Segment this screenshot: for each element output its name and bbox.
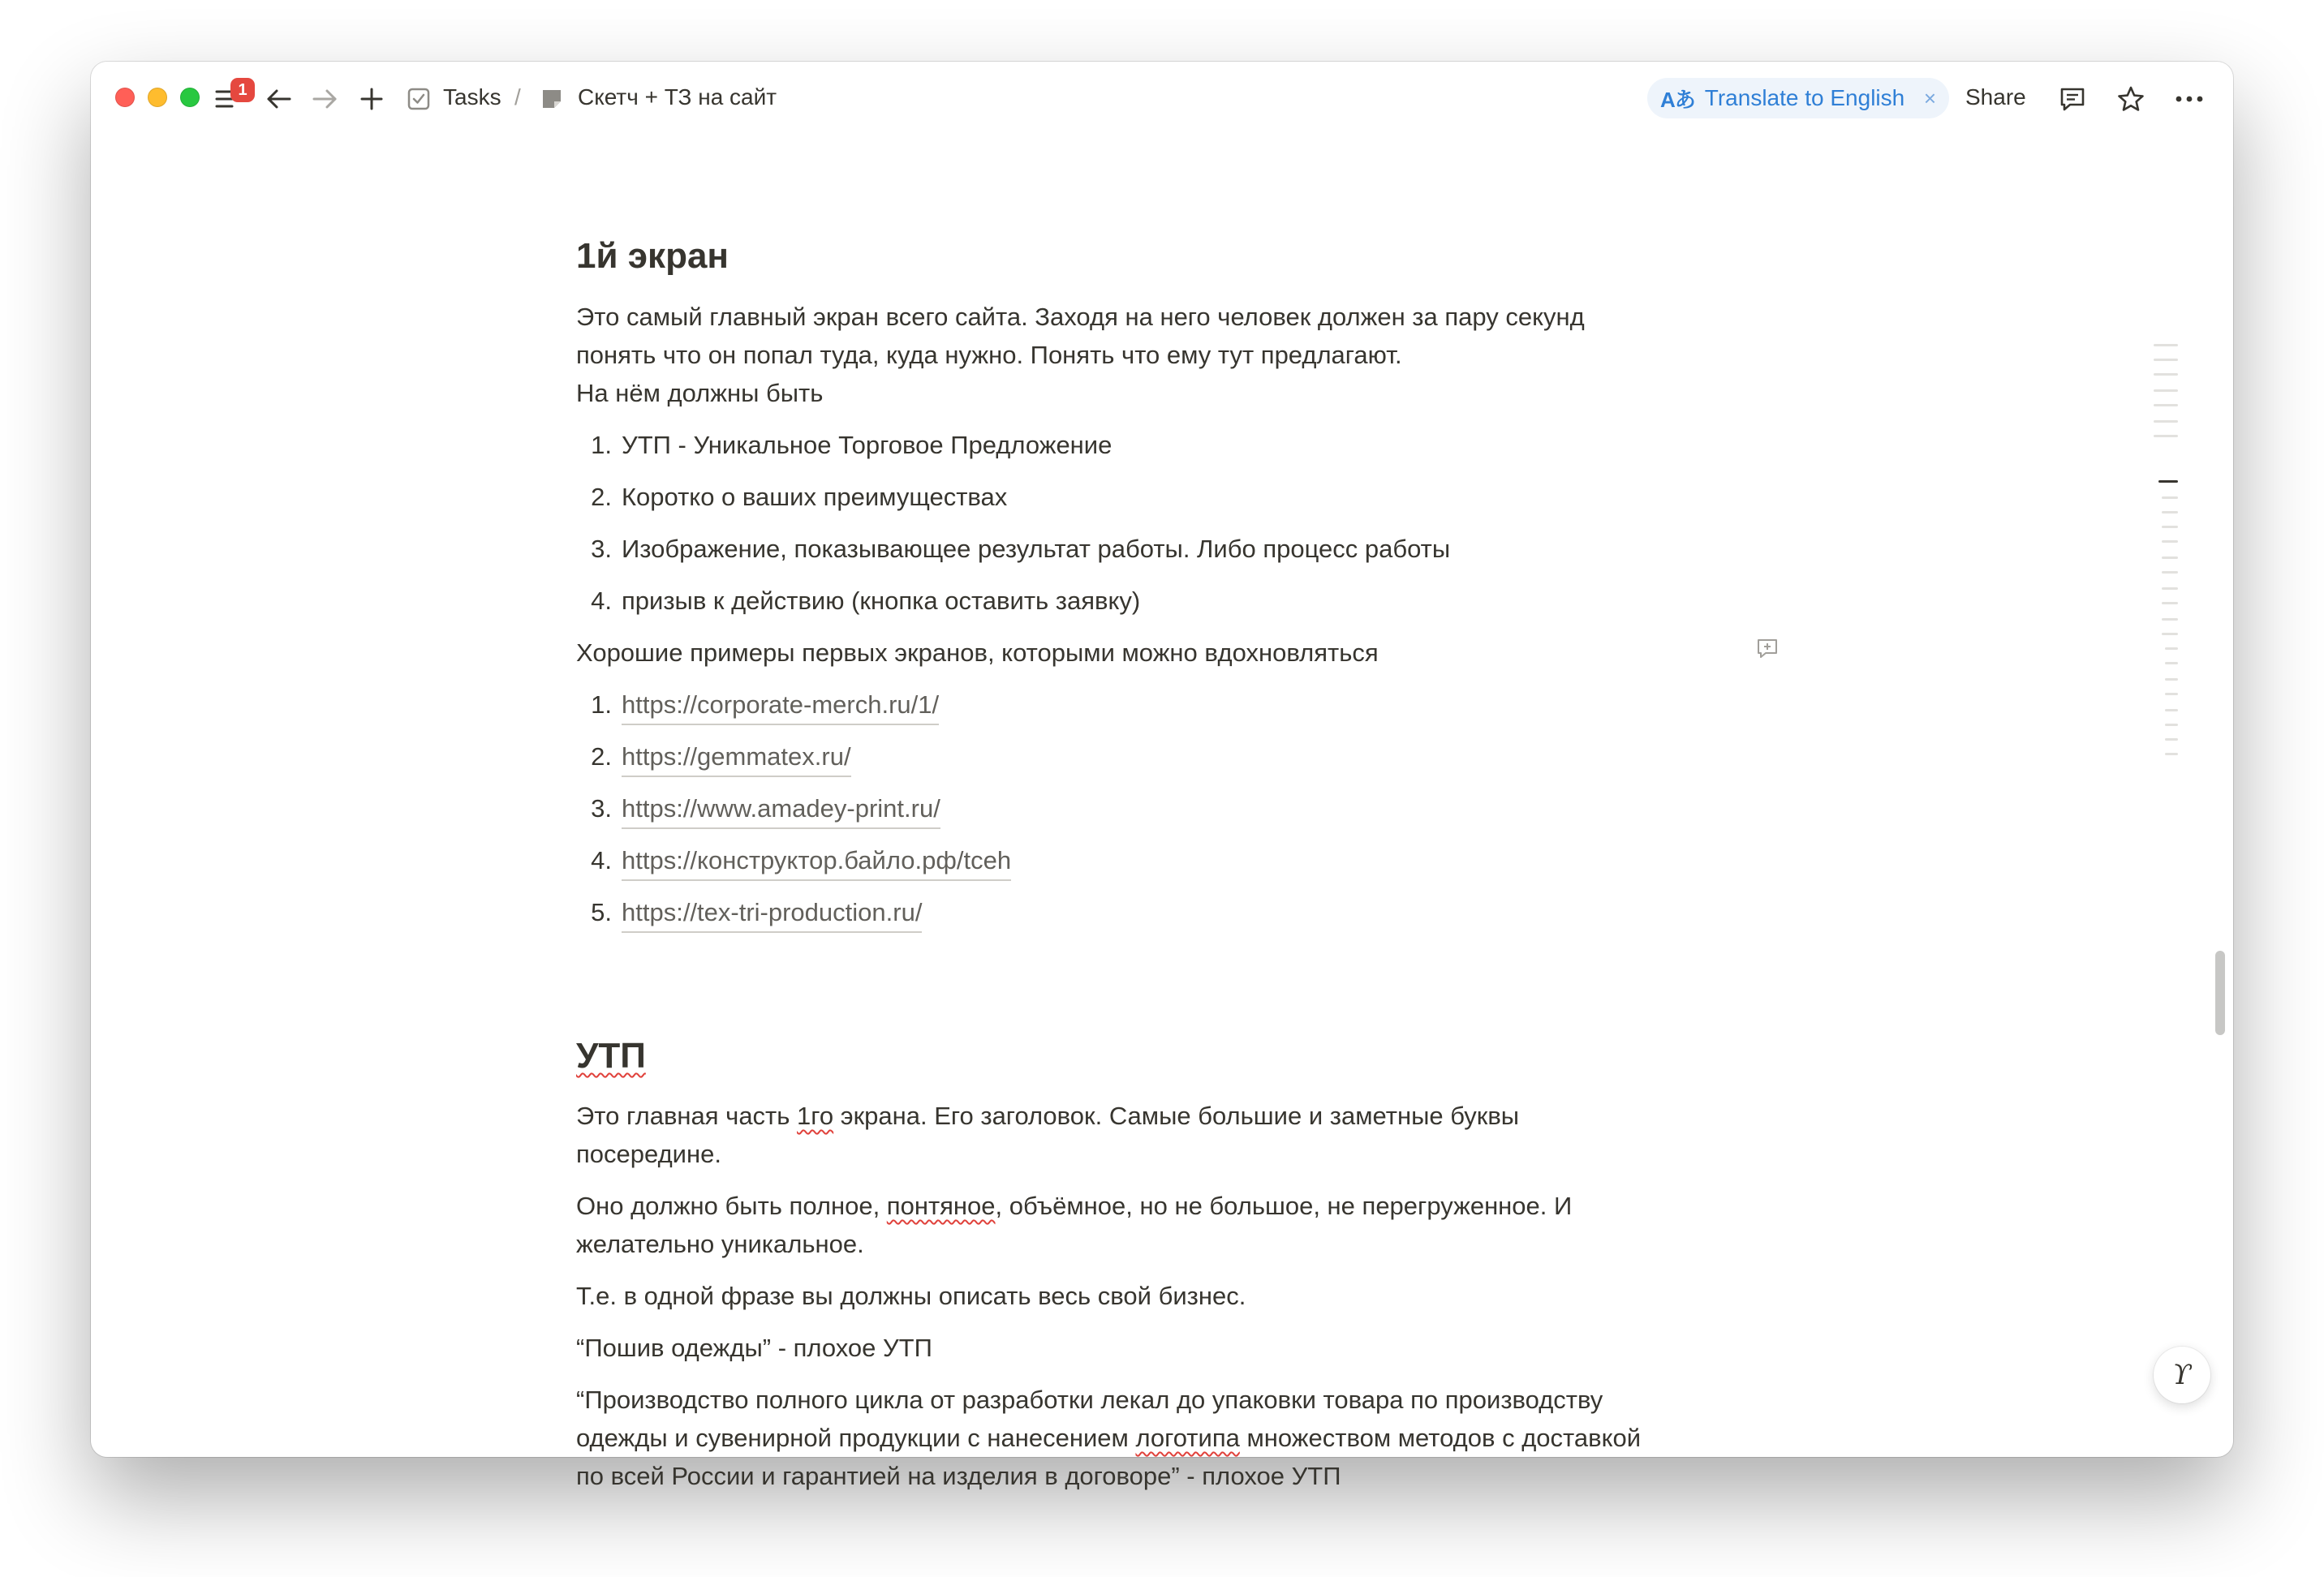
breadcrumb-separator: / bbox=[514, 84, 521, 110]
outline-entry[interactable] bbox=[2154, 435, 2178, 437]
translate-close-icon[interactable]: × bbox=[1923, 85, 1936, 110]
paragraph[interactable]: Это самый главный экран всего сайта. Заходя на него человек должен за пару секунд bbox=[576, 303, 1585, 331]
back-arrow-icon[interactable] bbox=[263, 83, 295, 115]
minimize-window-button[interactable] bbox=[148, 88, 167, 107]
outline-entry[interactable] bbox=[2162, 587, 2178, 590]
outline-entry[interactable] bbox=[2165, 678, 2178, 681]
outline-entry[interactable] bbox=[2162, 571, 2178, 574]
list-number: 4. bbox=[591, 587, 612, 615]
paragraph[interactable] bbox=[576, 1097, 1519, 1135]
comments-icon[interactable] bbox=[2056, 83, 2089, 115]
outline-entry[interactable] bbox=[2162, 618, 2178, 621]
outline-entry[interactable] bbox=[2165, 709, 2178, 711]
outline-entry[interactable] bbox=[2154, 373, 2178, 376]
example-link[interactable]: https://tex-tri-production.ru/ bbox=[622, 893, 922, 933]
example-link[interactable]: https://www.amadey-print.ru/ bbox=[622, 789, 940, 829]
favorite-star-icon[interactable] bbox=[2115, 83, 2147, 115]
paragraph[interactable]: Т.е. в одной фразе вы должны описать весь свой бизнес. bbox=[576, 1282, 1246, 1310]
text-run: Оно должно быть полное, bbox=[576, 1192, 887, 1220]
paragraph[interactable]: Хорошие примеры первых экранов, которыми можно вдохновляться bbox=[576, 638, 1379, 667]
outline-entry[interactable] bbox=[2162, 602, 2178, 604]
list-number: 5. bbox=[591, 898, 612, 926]
outline-entry[interactable] bbox=[2154, 344, 2178, 346]
checkbox-icon bbox=[404, 84, 433, 114]
text-run: , объёмное, но не большое, не перегруженное. И bbox=[995, 1192, 1573, 1220]
outline-entry[interactable] bbox=[2162, 540, 2178, 543]
outline-entry[interactable] bbox=[2154, 359, 2178, 361]
outline-entry-active[interactable] bbox=[2158, 480, 2178, 483]
app-window bbox=[91, 62, 2233, 1490]
heading-usp[interactable] bbox=[576, 1033, 646, 1079]
text-run: экрана. Его заголовок. Самые большие и заметные буквы bbox=[833, 1102, 1520, 1130]
paragraph[interactable]: На нём должны быть bbox=[576, 379, 824, 407]
outline-entry[interactable] bbox=[2165, 724, 2178, 726]
plus-icon[interactable] bbox=[355, 83, 388, 115]
paragraph[interactable]: по всей России и гарантией на изделия в договоре” - плохое УТП bbox=[576, 1462, 1341, 1490]
list-number: 1. bbox=[591, 690, 612, 719]
outline-entry[interactable] bbox=[2162, 496, 2178, 499]
outline-entry[interactable] bbox=[2154, 420, 2178, 423]
list-number: 2. bbox=[591, 742, 612, 771]
outline-entry[interactable] bbox=[2165, 647, 2178, 650]
heading-first-screen[interactable]: 1й экран bbox=[576, 236, 729, 276]
title-bar bbox=[91, 62, 2233, 136]
paragraph[interactable]: “Производство полного цикла от разработки лекал до упаковки товара по производству bbox=[576, 1386, 1603, 1414]
list-item-text: Коротко о ваших преимуществах bbox=[622, 483, 1008, 511]
paragraph[interactable]: “Пошив одежды” - плохое УТП bbox=[576, 1334, 932, 1362]
outline-entry[interactable] bbox=[2162, 633, 2178, 635]
vertical-scrollbar[interactable] bbox=[2215, 951, 2225, 1035]
heading-usp-text: УТП bbox=[576, 1036, 646, 1076]
example-link[interactable]: https://gemmatex.ru/ bbox=[622, 737, 851, 777]
outline-entry[interactable] bbox=[2165, 738, 2178, 741]
paragraph[interactable] bbox=[576, 1187, 1572, 1225]
misspelled-word: логотипа bbox=[1135, 1424, 1240, 1452]
misspelled-word: 1го bbox=[797, 1102, 834, 1130]
breadcrumb-current-page[interactable]: Скетч + ТЗ на сайт bbox=[578, 84, 777, 110]
share-button[interactable]: Share bbox=[1965, 84, 2026, 110]
notification-badge: 1 bbox=[230, 78, 255, 102]
paragraph[interactable] bbox=[576, 1419, 1641, 1457]
paragraph[interactable]: понять что он попал туда, куда нужно. Понять что ему тут предлагают. bbox=[576, 341, 1402, 369]
example-link[interactable]: https://конструктор.байло.рф/tceh bbox=[622, 841, 1011, 881]
translate-button[interactable] bbox=[1647, 78, 1949, 118]
ai-assistant-button[interactable] bbox=[2154, 1347, 2210, 1403]
page-icon bbox=[537, 84, 566, 114]
outline-entry[interactable] bbox=[2162, 511, 2178, 513]
outline-entry[interactable] bbox=[2154, 404, 2178, 406]
list-number: 3. bbox=[591, 535, 612, 563]
more-options-icon[interactable] bbox=[2173, 83, 2206, 115]
outline-entry[interactable] bbox=[2162, 526, 2178, 528]
text-run: множеством методов с доставкой bbox=[1239, 1424, 1642, 1452]
translate-icon: Aあ bbox=[1660, 87, 1695, 112]
outline-entry[interactable] bbox=[2165, 753, 2178, 755]
text-run: одежды и сувенирной продукции с нанесением bbox=[576, 1424, 1136, 1452]
zoom-window-button[interactable] bbox=[180, 88, 200, 107]
paragraph[interactable]: посередине. bbox=[576, 1140, 721, 1168]
list-number: 3. bbox=[591, 794, 612, 823]
paragraph[interactable]: желательно уникальное. bbox=[576, 1230, 864, 1258]
add-comment-icon[interactable] bbox=[1754, 636, 1780, 662]
example-link[interactable]: https://corporate-merch.ru/1/ bbox=[622, 685, 939, 725]
breadcrumb-tasks[interactable]: Tasks bbox=[443, 84, 501, 110]
list-number: 1. bbox=[591, 431, 612, 459]
outline-entry[interactable] bbox=[2162, 556, 2178, 559]
text-run: Это главная часть bbox=[576, 1102, 798, 1130]
translate-label: Translate to English bbox=[1704, 85, 1905, 110]
forward-arrow-icon[interactable] bbox=[308, 83, 341, 115]
list-item-text: Изображение, показывающее результат работы. Либо процесс работы bbox=[622, 535, 1451, 563]
outline-entry[interactable] bbox=[2165, 693, 2178, 695]
list-item-text: УТП - Уникальное Торговое Предложение bbox=[622, 431, 1113, 459]
outline-entry[interactable] bbox=[2165, 662, 2178, 664]
close-window-button[interactable] bbox=[115, 88, 135, 107]
misspelled-word: понтяное bbox=[886, 1192, 996, 1220]
outline-entry[interactable] bbox=[2154, 389, 2178, 392]
list-number: 4. bbox=[591, 846, 612, 874]
list-number: 2. bbox=[591, 483, 612, 511]
ai-assistant-icon: ϒ bbox=[2172, 1359, 2192, 1391]
list-item-text: призыв к действию (кнопка оставить заявку) bbox=[622, 587, 1141, 615]
